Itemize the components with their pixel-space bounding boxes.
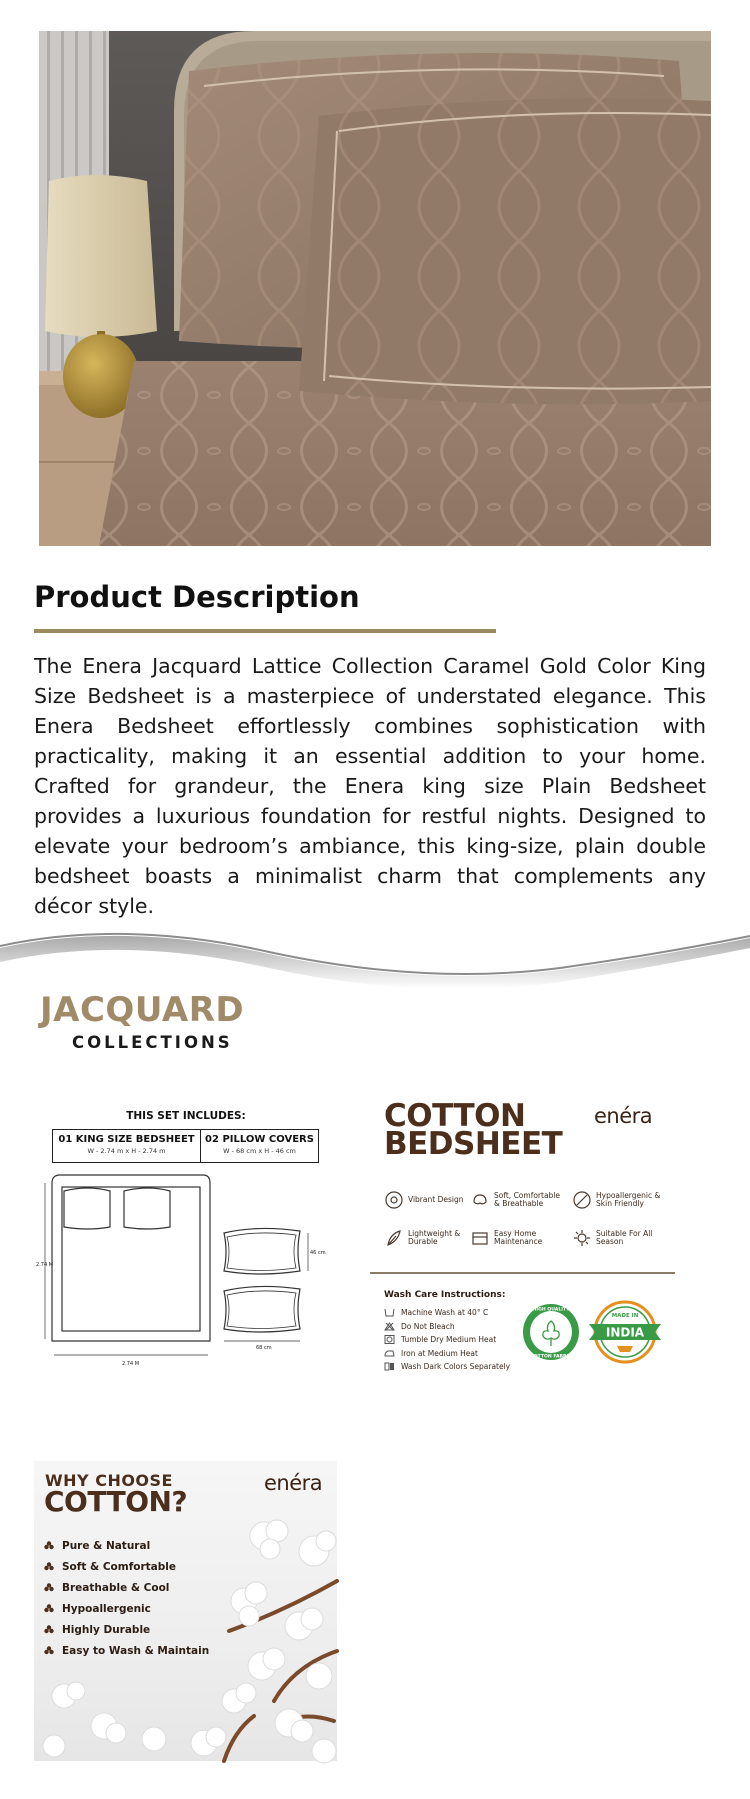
set-item-pillow-covers	[200, 1130, 318, 1162]
enera-logo: enéra	[594, 1104, 653, 1128]
bed-dimension-diagram	[38, 1171, 338, 1371]
feature-easy-maintenance	[470, 1228, 560, 1248]
benefit-label: Hypoallergenic	[62, 1602, 151, 1615]
wash-instruction: Iron at Medium Heat	[401, 1348, 478, 1358]
badge-bottom-text: COTTON FABRIC	[530, 1354, 572, 1360]
list-item	[44, 1577, 209, 1598]
hypoallergenic-icon	[572, 1190, 592, 1210]
pillow-icon	[64, 1188, 110, 1229]
feature-soft-comfortable	[470, 1190, 560, 1210]
list-item	[44, 1535, 209, 1556]
collection-title: JACQUARD	[40, 990, 245, 1030]
iron-icon	[384, 1349, 395, 1358]
list-item	[44, 1598, 209, 1619]
badge-india-text: INDIA	[605, 1325, 645, 1340]
sheet-width-label: 2.74 M	[122, 1361, 140, 1367]
cotton-bedsheet-card	[370, 1090, 680, 1380]
list-item	[384, 1320, 510, 1334]
wash-care-list	[384, 1306, 510, 1374]
benefit-label: Breathable & Cool	[62, 1581, 170, 1594]
flower-icon	[44, 1604, 54, 1614]
tumble-dry-icon	[384, 1335, 395, 1344]
made-in-india-badge	[587, 1300, 663, 1364]
feature-label: Suitable For All Season	[596, 1228, 653, 1246]
benefit-label: Pure & Natural	[62, 1539, 151, 1552]
feature-label: Easy Home Maintenance	[494, 1228, 543, 1246]
set-item-size: W - 68 cm x H - 46 cm	[223, 1147, 296, 1155]
benefits-list	[44, 1535, 209, 1661]
title-line: BEDSHEET	[384, 1126, 563, 1162]
separate-wash-icon	[384, 1362, 395, 1371]
set-item-label: 02 PILLOW COVERS	[205, 1134, 314, 1145]
set-item-bedsheet	[53, 1130, 200, 1162]
pillow-height-label: 46 cm	[310, 1250, 326, 1256]
feature-all-season	[572, 1228, 662, 1248]
feather-icon	[384, 1228, 404, 1248]
wash-instruction: Do Not Bleach	[401, 1321, 455, 1331]
flower-icon	[44, 1541, 54, 1551]
flower-icon	[44, 1562, 54, 1572]
set-includes-diagram	[38, 1097, 378, 1377]
badge-top-text: HIGH QUALITY	[532, 1307, 570, 1313]
flower-icon	[44, 1583, 54, 1593]
feature-label: Lightweight & Durable	[408, 1228, 461, 1246]
wash-instruction: Wash Dark Colors Separately	[401, 1362, 511, 1372]
benefit-label: Highly Durable	[62, 1623, 151, 1636]
wash-care-title: Wash Care Instructions:	[384, 1290, 506, 1300]
list-item	[44, 1640, 209, 1661]
do-not-bleach-icon	[384, 1322, 395, 1331]
list-item	[384, 1333, 510, 1347]
title-line: COTTON	[384, 1098, 526, 1134]
benefit-label: Easy to Wash & Maintain	[62, 1644, 210, 1657]
high-quality-cotton-badge	[522, 1303, 580, 1361]
list-item	[44, 1619, 209, 1640]
sun-snowflake-icon	[572, 1228, 592, 1248]
wash-instruction: Tumble Dry Medium Heat	[401, 1335, 497, 1345]
title-divider	[34, 629, 496, 633]
list-item	[44, 1556, 209, 1577]
soft-comfortable-icon	[470, 1190, 490, 1210]
hero-bedroom-photo	[39, 31, 711, 546]
feature-label: Hypoallergenic & Skin Friendly	[596, 1190, 661, 1208]
pillow-icon	[124, 1188, 170, 1229]
sheet-height-label: 2.74 M	[36, 1262, 54, 1268]
product-description-body: The Enera Jacquard Lattice Collection Caramel Gold Color King Size Bedsheet is a masterpiece of understated elegance. This Enera Bedsheet effortlessly combines sophistication with practicality, making it an essential addition to your home. Crafted for grandeur, the Enera king size Plain Bedsheet provides a luxurious foundation for restful nights. Designed to elevate your bedroom’s ambiance, this king-size, plain double bedsheet boasts a minimalist charm that complements any décor style.	[34, 654, 706, 918]
cotton-bedsheet-title	[384, 1098, 564, 1162]
machine-wash-icon	[384, 1308, 395, 1317]
wash-instruction: Machine Wash at 40° C	[401, 1308, 489, 1318]
collection-subtitle: COLLECTIONS	[72, 1033, 233, 1052]
vibrant-design-icon	[384, 1190, 404, 1210]
pillow-width-label: 68 cm	[256, 1345, 272, 1351]
set-includes-heading: THIS SET INCLUDES:	[126, 1110, 246, 1122]
product-description-title: Product Description	[34, 580, 360, 614]
feature-label: Soft, Comfortable & Breathable	[494, 1190, 561, 1208]
why-choose-title: COTTON?	[44, 1485, 188, 1518]
why-choose-kicker: WHY CHOOSE	[45, 1471, 173, 1490]
feature-vibrant-design	[384, 1190, 474, 1210]
feature-hypoallergenic	[572, 1190, 662, 1210]
flower-icon	[44, 1625, 54, 1635]
bedsheet-outline-icon	[52, 1175, 210, 1341]
badge-made-in-text: MADE IN	[611, 1313, 639, 1319]
benefit-label: Soft & Comfortable	[62, 1560, 176, 1573]
list-item	[384, 1347, 510, 1361]
feature-label: Vibrant Design	[408, 1194, 464, 1204]
card-divider	[370, 1272, 675, 1274]
set-includes-table	[52, 1129, 319, 1163]
set-item-size: W - 2.74 m x H - 2.74 m	[87, 1147, 166, 1155]
enera-logo: enéra	[264, 1471, 323, 1495]
bedroom-photo-icon	[39, 31, 711, 546]
set-item-label: 01 KING SIZE BEDSHEET	[58, 1134, 195, 1145]
list-item	[384, 1360, 510, 1374]
flower-icon	[44, 1646, 54, 1656]
feature-lightweight	[384, 1228, 474, 1248]
list-item	[384, 1306, 510, 1320]
easy-maintenance-icon	[470, 1228, 490, 1248]
why-choose-cotton-card	[34, 1461, 337, 1761]
